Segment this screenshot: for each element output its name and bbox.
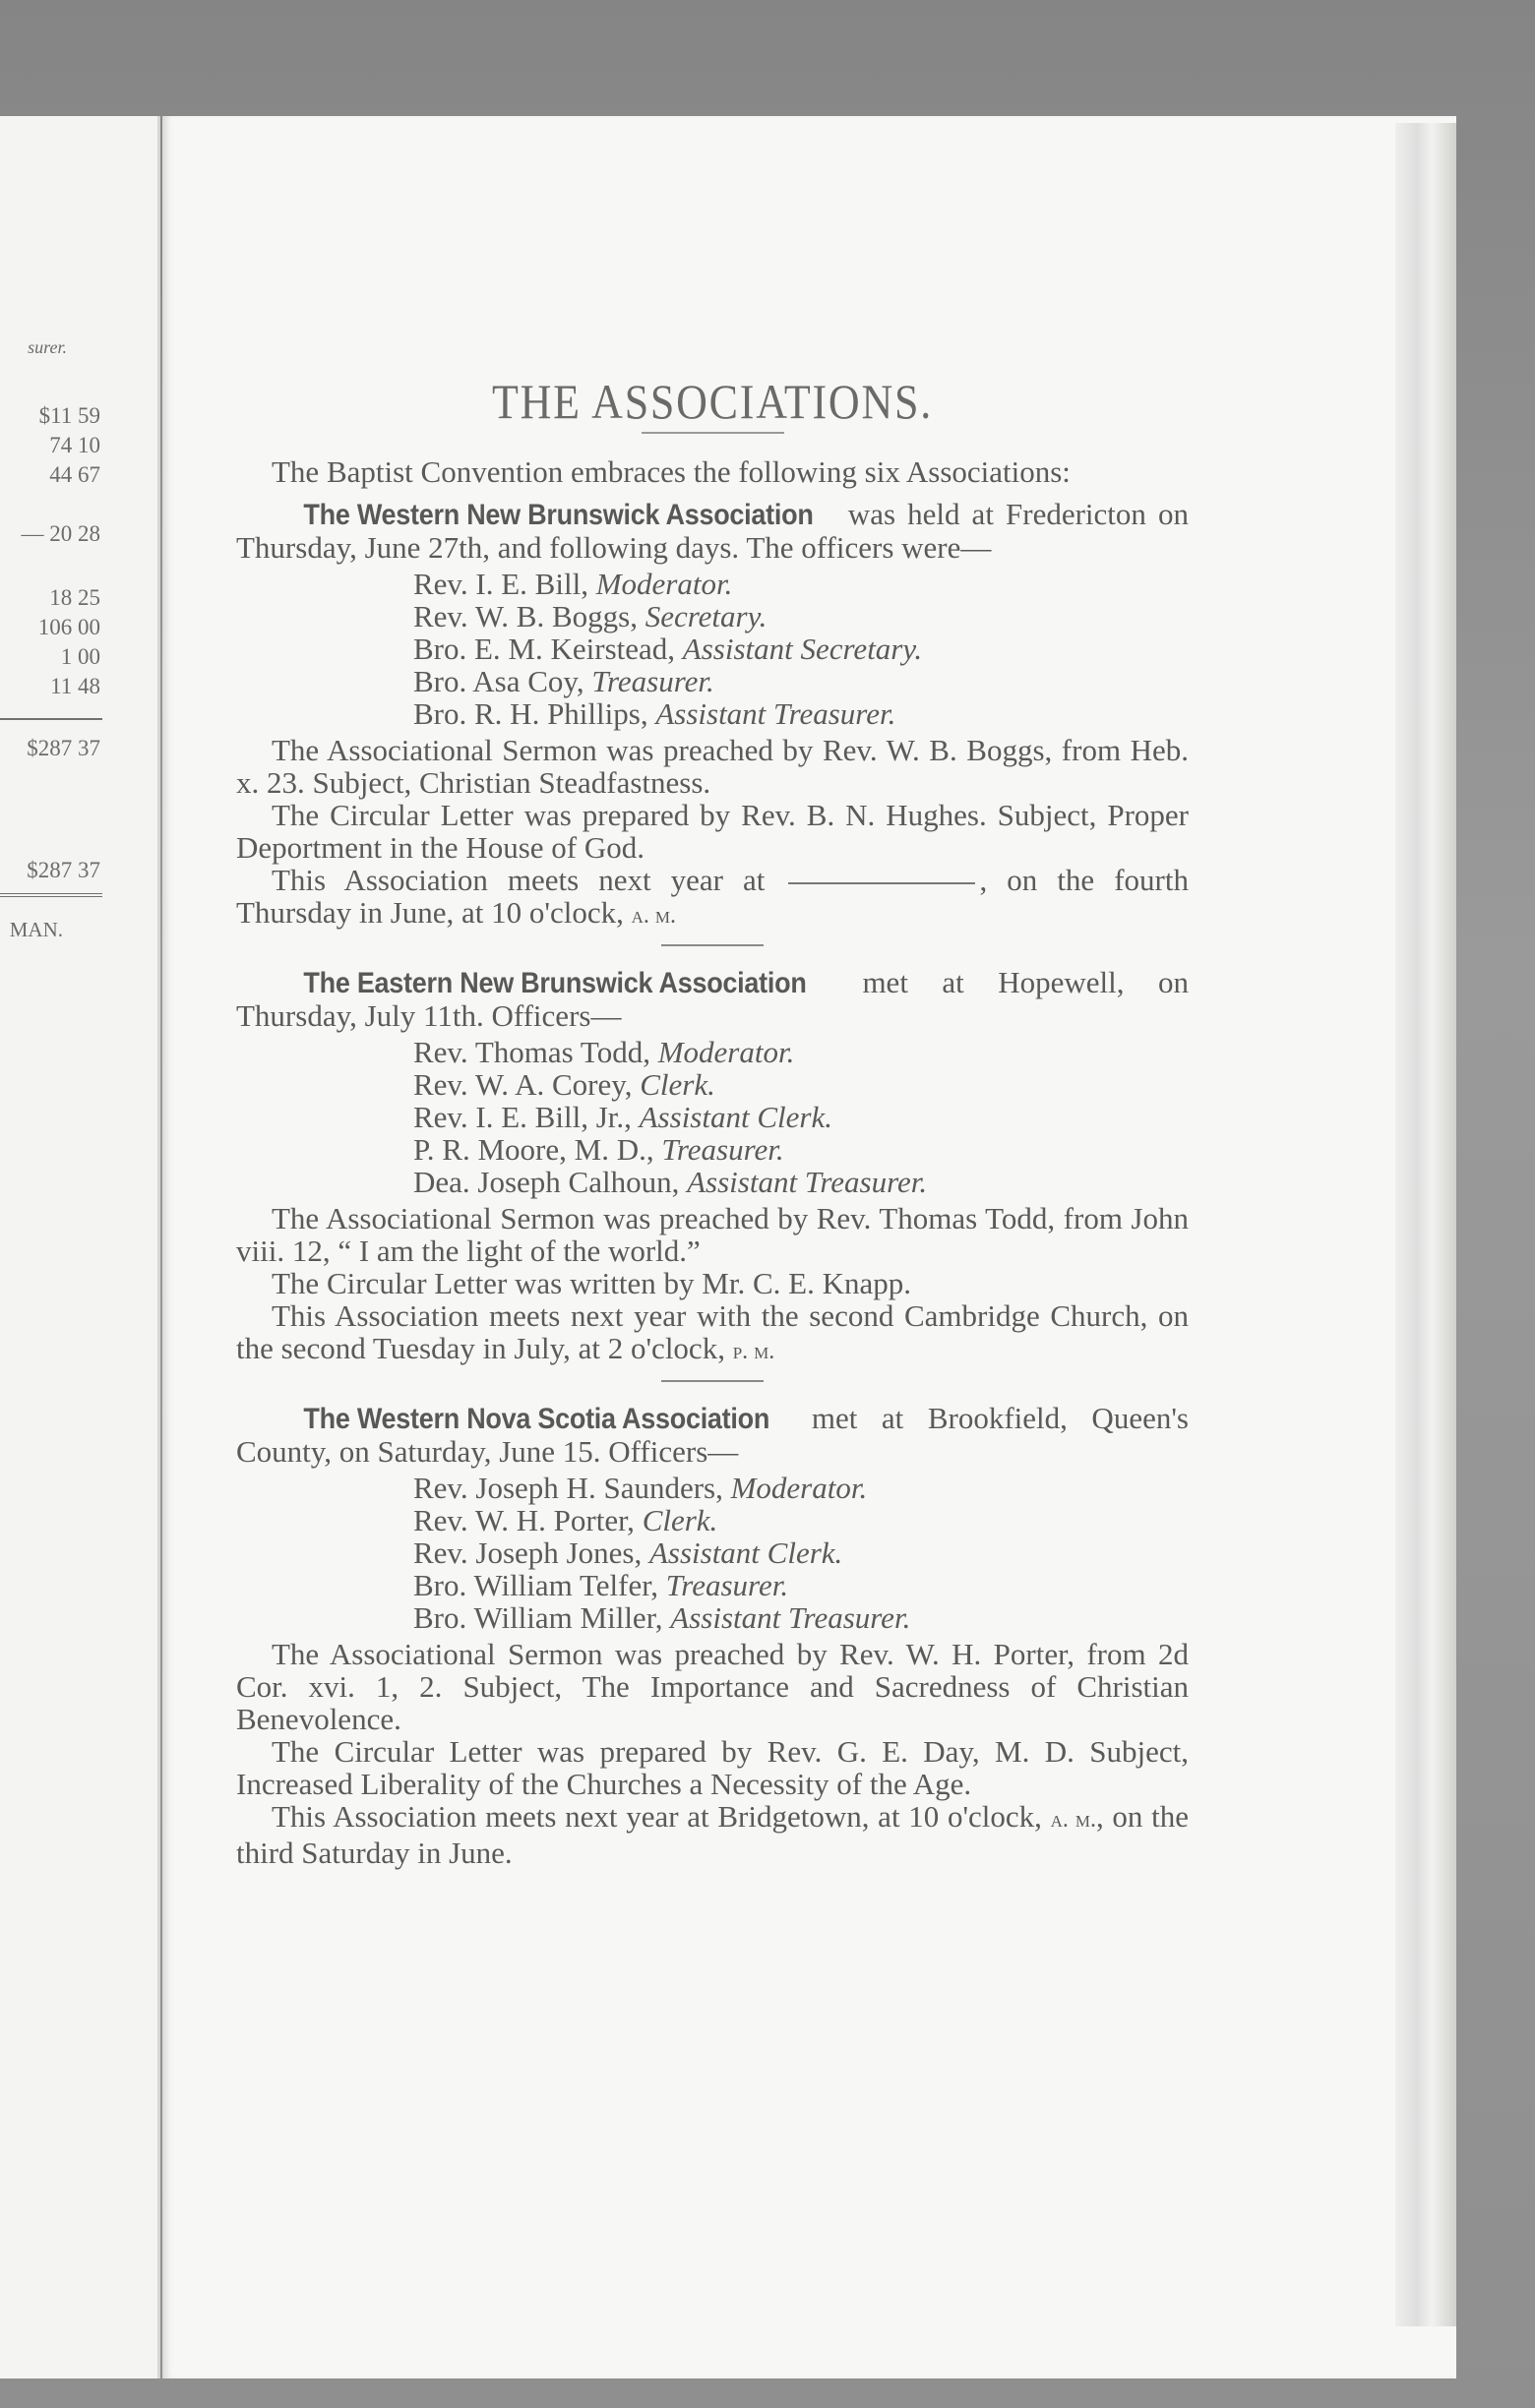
lead-text: met at Brookfield, Queen's County, on Saturday, June 15. Officers— <box>236 1401 1189 1469</box>
officer-name: Bro. Asa Coy, <box>413 664 592 698</box>
officer-entry <box>413 568 1189 600</box>
officer-role: Moderator. <box>595 567 733 601</box>
officer-role: Assistant Clerk. <box>639 1100 832 1134</box>
next-meeting-paragraph <box>236 1800 1189 1869</box>
officer-name: Rev. Thomas Todd, <box>413 1035 658 1069</box>
officer-name: Rev. I. E. Bill, Jr., <box>413 1100 640 1134</box>
meeting-text: , on the fourth Thursday in June, at 10 o'clock, <box>236 863 1189 930</box>
officer-entry <box>413 665 1189 697</box>
officer-list <box>236 1036 1189 1198</box>
officer-entry <box>413 1569 1189 1601</box>
sermon-paragraph: The Associational Sermon was preached by Rev. Thomas Todd, from John viii. 12, “ I am the light of the world.” <box>236 1201 1189 1268</box>
left-amount: 18 25 <box>49 585 100 610</box>
officer-entry <box>413 1101 1189 1133</box>
officer-entry <box>413 1133 1189 1166</box>
left-sum-rule <box>0 718 102 720</box>
left-amount: 44 67 <box>49 462 100 487</box>
sermon-paragraph: The Associational Sermon was preached by Rev. W. B. Boggs, from Heb. x. 23. Subject, Christian Steadfastness. <box>236 733 1189 800</box>
officer-name: Bro. R. H. Phillips, <box>413 696 656 731</box>
section-divider <box>661 944 764 946</box>
western-nb-lead <box>236 498 1189 564</box>
officer-role: Assistant Treasurer. <box>670 1600 911 1635</box>
officer-name: Bro. William Miller, <box>413 1600 671 1635</box>
association-name: The Eastern New Brunswick Association <box>303 967 807 999</box>
officer-name: Rev. Joseph Jones, <box>413 1535 649 1570</box>
officer-role: Clerk. <box>640 1067 715 1102</box>
western-ns-lead <box>236 1402 1189 1468</box>
intro-paragraph: The Baptist Convention embraces the following six Associations: <box>272 454 1071 489</box>
title-rule <box>642 432 784 434</box>
officer-name: Dea. Joseph Calhoun, <box>413 1165 688 1199</box>
officer-entry <box>413 697 1189 730</box>
next-meeting-paragraph <box>236 1299 1189 1368</box>
officer-name: Rev. W. H. Porter, <box>413 1503 643 1537</box>
meeting-time: p. m. <box>732 1339 775 1364</box>
meeting-time: a. m. <box>1050 1807 1096 1833</box>
officer-role: Treasurer. <box>661 1132 784 1167</box>
lead-text: was held at Fredericton on Thursday, June 27th, and following days. The officers were— <box>236 497 1189 565</box>
left-facing-page <box>0 116 160 2378</box>
left-total: $287 37 <box>27 858 100 882</box>
officer-entry <box>413 1601 1189 1634</box>
circular-letter-paragraph: The Circular Letter was prepared by Rev. B. N. Hughes. Subject, Proper Deportment in the House of God. <box>236 798 1189 865</box>
page-edge <box>1395 123 1456 2326</box>
blank-place-line <box>788 882 975 884</box>
officer-entry <box>413 1166 1189 1198</box>
left-amount: 11 48 <box>50 674 100 698</box>
meeting-text: This Association meets next year at <box>272 863 785 897</box>
officer-role: Treasurer. <box>591 664 714 698</box>
officer-entry <box>413 600 1189 632</box>
officer-list <box>236 568 1189 730</box>
officer-role: Assistant Secretary. <box>682 632 923 666</box>
officer-name: Rev. Joseph H. Saunders, <box>413 1471 731 1505</box>
officer-role: Secretary. <box>645 599 768 633</box>
left-amount: 106 00 <box>37 615 100 639</box>
left-footer: MAN. <box>9 918 63 941</box>
officer-name: P. R. Moore, M. D., <box>413 1132 662 1167</box>
left-amount: — 20 28 <box>21 521 100 546</box>
officer-name: Bro. William Telfer, <box>413 1568 666 1602</box>
association-name: The Western New Brunswick Association <box>303 499 814 531</box>
officer-name: Rev. I. E. Bill, <box>413 567 596 601</box>
officer-entry <box>413 1536 1189 1569</box>
lead-text: met at Hopewell, on Thursday, July 11th. Officers— <box>236 965 1189 1033</box>
meeting-time: a. m. <box>631 903 677 929</box>
officer-entry <box>413 632 1189 665</box>
officer-role: Moderator. <box>730 1471 868 1505</box>
association-name: The Western Nova Scotia Association <box>303 1403 770 1435</box>
meeting-text: This Association meets next year at Bridgetown, at 10 o'clock, <box>272 1799 1051 1834</box>
officer-role: Moderator. <box>657 1035 795 1069</box>
circular-letter-paragraph: The Circular Letter was written by Mr. C. E. Knapp. <box>272 1266 911 1300</box>
officer-entry <box>413 1504 1189 1536</box>
left-header: surer. <box>28 337 67 357</box>
left-total: $287 37 <box>27 736 100 760</box>
officer-entry <box>413 1472 1189 1504</box>
left-double-rule <box>0 893 102 901</box>
eastern-nb-section <box>236 966 1189 1368</box>
meeting-text: This Association meets next year with the second Cambridge Church, on the second Tuesday in July, at 2 o'clock, <box>236 1298 1189 1365</box>
left-amount: 1 00 <box>60 644 100 669</box>
left-amount: $11 59 <box>38 403 100 428</box>
western-ns-section <box>236 1402 1189 1869</box>
officer-name: Rev. W. B. Boggs, <box>413 599 645 633</box>
officer-name: Bro. E. M. Keirstead, <box>413 632 683 666</box>
officer-role: Assistant Treasurer. <box>687 1165 928 1199</box>
circular-letter-paragraph: The Circular Letter was prepared by Rev. G. E. Day, M. D. Subject, Increased Liberality of the Churches a Necessity of the Age. <box>236 1734 1189 1801</box>
officer-role: Assistant Treasurer. <box>655 696 896 731</box>
western-nb-section <box>236 498 1189 933</box>
officer-entry <box>413 1036 1189 1068</box>
officer-entry <box>413 1068 1189 1101</box>
section-divider <box>661 1380 764 1382</box>
page-content <box>236 374 1189 1869</box>
meeting-text: , on the third Saturday in June. <box>236 1799 1189 1870</box>
page-title: THE ASSOCIATIONS. <box>492 374 933 429</box>
officer-role: Treasurer. <box>665 1568 789 1602</box>
officer-name: Rev. W. A. Corey, <box>413 1067 641 1102</box>
officer-list <box>236 1472 1189 1634</box>
left-amount: 74 10 <box>49 433 100 457</box>
sermon-paragraph: The Associational Sermon was preached by Rev. W. H. Porter, from 2d Cor. xvi. 1, 2. Subject, The Importance and Sacredness of Christian Benevolence. <box>236 1637 1189 1736</box>
officer-role: Assistant Clerk. <box>648 1535 843 1570</box>
next-meeting-paragraph <box>236 864 1189 933</box>
eastern-nb-lead <box>236 966 1189 1032</box>
officer-role: Clerk. <box>642 1503 718 1537</box>
